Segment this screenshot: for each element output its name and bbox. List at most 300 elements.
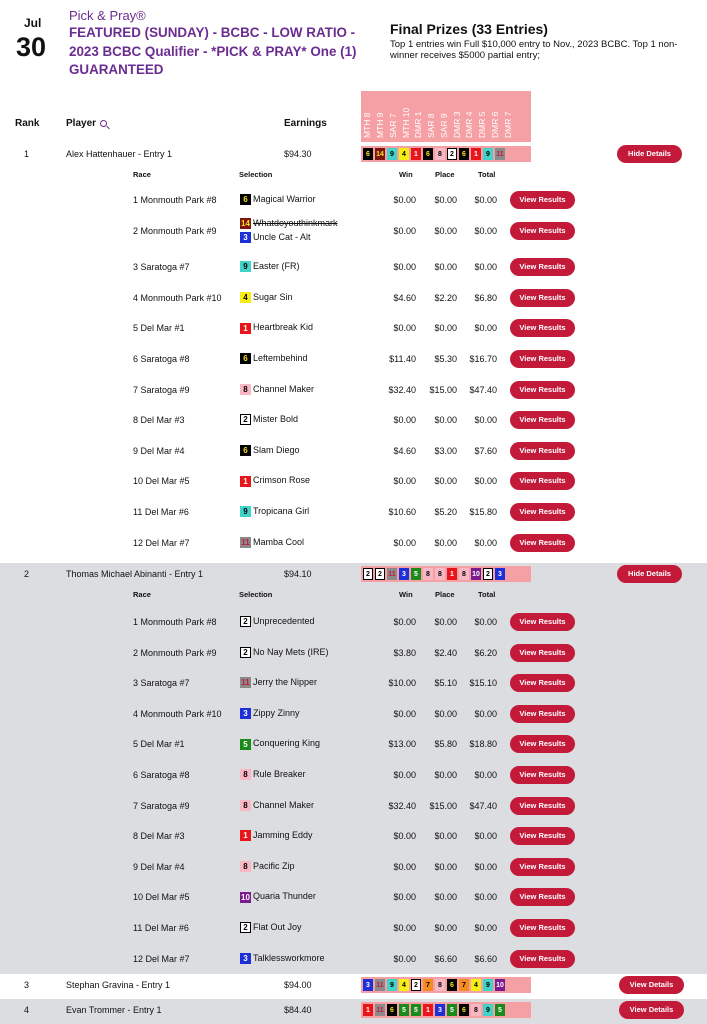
detail-place: $6.60 — [434, 953, 457, 964]
detail-total: $0.00 — [474, 892, 497, 903]
detail-selection — [240, 769, 306, 780]
detail-race: 8 Del Mar #3 — [133, 831, 185, 842]
detail-selection — [240, 384, 314, 395]
detail-place: $0.00 — [434, 861, 457, 872]
horse-name: No Nay Mets (IRE) — [253, 646, 329, 657]
saddle-cloth-number: 8 — [471, 1004, 481, 1016]
detail-selection — [240, 953, 325, 964]
detail-win: $0.00 — [393, 415, 416, 426]
detail-total: $0.00 — [474, 831, 497, 842]
view-results-button[interactable]: View Results — [510, 919, 575, 937]
detail-row — [0, 920, 707, 938]
detail-selection — [240, 800, 314, 811]
race-column-label: SAR 9 — [438, 113, 449, 138]
race-column-header — [501, 91, 514, 142]
entry-rank: 1 — [24, 149, 30, 159]
saddle-cloth-number: 9 — [483, 979, 493, 991]
horse-name: Conquering King — [253, 738, 321, 749]
detail-race: 9 Del Mar #4 — [133, 861, 185, 872]
view-results-button[interactable]: View Results — [510, 222, 575, 240]
horse-name: Mamba Cool — [253, 536, 305, 547]
saddle-cloth-number: 6 — [459, 148, 469, 160]
horse-name: Jamming Eddy — [253, 830, 313, 841]
saddle-cloth-number: 8 — [423, 568, 433, 580]
saddle-cloth-number: 14 — [241, 218, 250, 228]
horse-name: Uncle Cat - Alt — [253, 231, 311, 242]
detail-row — [0, 736, 707, 754]
race-column-label: DMR 1 — [413, 111, 424, 138]
date-day: 30 — [16, 32, 47, 62]
saddle-cloth-number: 14 — [375, 148, 385, 160]
detail-total: $0.00 — [474, 323, 497, 334]
saddle-cloth-number: 4 — [471, 979, 481, 991]
saddle-cloth-number: 5 — [411, 568, 421, 580]
detail-row — [0, 645, 707, 663]
saddle-cloth-number: 3 — [240, 232, 251, 243]
saddle-cloth-number: 1 — [240, 476, 251, 487]
view-results-button[interactable]: View Results — [510, 503, 575, 521]
detail-win: $0.00 — [393, 617, 416, 627]
detail-win: $0.00 — [393, 923, 416, 933]
saddle-cloth-number: 11 — [375, 1004, 385, 1016]
race-column-header — [412, 91, 425, 142]
view-details-button[interactable]: View Details — [619, 1001, 684, 1019]
race-column-header — [476, 91, 489, 142]
detail-selection — [240, 891, 316, 902]
race-column-label: MTH 10 — [400, 107, 411, 138]
detail-row — [0, 412, 707, 430]
saddle-cloth-number: 6 — [240, 445, 251, 456]
detail-row — [0, 290, 707, 308]
detail-win: $11.40 — [389, 354, 416, 364]
detail-win: $4.60 — [393, 445, 416, 456]
detail-row — [0, 192, 707, 210]
detail-total: $47.40 — [469, 800, 497, 811]
detail-race: 2 Monmouth Park #9 — [133, 647, 217, 658]
detail-selection — [240, 475, 310, 486]
race-column-header — [361, 91, 374, 142]
saddle-cloth-number: 11 — [495, 148, 505, 160]
saddle-cloth-number: 10 — [471, 568, 481, 580]
detail-place: $2.20 — [434, 292, 457, 303]
date-month: Jul — [24, 16, 42, 30]
detail-row — [0, 223, 707, 241]
detail-row — [0, 443, 707, 461]
detail-race: 5 Del Mar #1 — [133, 323, 185, 334]
detail-total: $0.00 — [474, 708, 497, 719]
saddle-cloth-number: 5 — [399, 1004, 409, 1016]
entry-rank: 2 — [24, 569, 30, 579]
contest-title: FEATURED (SUNDAY) - BCBC - LOW RATIO - 2023 BCBC Qualifier - *PICK & PRAY* One (1) GUARANTEED — [69, 25, 357, 77]
saddle-cloth-number: 4 — [399, 979, 409, 991]
entry-picks-strip — [361, 566, 531, 582]
saddle-cloth-number: 6 — [387, 1004, 397, 1016]
detail-place: $5.30 — [434, 354, 457, 364]
saddle-cloth-number: 6 — [459, 1004, 469, 1016]
detail-row — [0, 767, 707, 785]
saddle-cloth-number: 4 — [399, 148, 409, 160]
detail-place: $5.80 — [434, 739, 457, 750]
detail-place: $0.00 — [434, 195, 457, 205]
race-subheader: Race — [133, 590, 151, 599]
saddle-cloth-number: 1 — [411, 148, 421, 160]
view-results-button[interactable]: View Results — [510, 411, 575, 429]
earnings-header: Earnings — [284, 118, 327, 129]
detail-race: 11 Del Mar #6 — [133, 923, 189, 933]
saddle-cloth-number: 4 — [240, 292, 251, 303]
detail-row — [0, 828, 707, 846]
detail-race: 4 Monmouth Park #10 — [133, 708, 222, 719]
view-results-button[interactable]: View Results — [510, 888, 575, 906]
detail-race: 2 Monmouth Park #9 — [133, 225, 217, 236]
detail-total: $6.80 — [474, 292, 497, 303]
detail-win: $0.00 — [393, 262, 416, 273]
race-column-header — [399, 91, 412, 142]
detail-race: 3 Saratoga #7 — [133, 262, 190, 273]
entry-player-name[interactable]: Stephan Gravina - Entry 1 — [66, 980, 171, 990]
horse-name: Channel Maker — [253, 799, 315, 810]
race-column-label: MTH 8 — [362, 112, 373, 138]
saddle-cloth-number: 1 — [471, 148, 481, 160]
detail-place: $3.00 — [434, 445, 457, 456]
total-subheader: Total — [478, 590, 496, 599]
search-icon[interactable] — [100, 120, 107, 127]
saddle-cloth-number: 9 — [387, 148, 397, 160]
race-column-label: DMR 6 — [489, 111, 500, 138]
view-results-button[interactable]: View Results — [510, 674, 575, 692]
hide-details-button[interactable]: Hide Details — [617, 565, 682, 583]
view-results-button[interactable]: View Results — [510, 289, 575, 307]
view-results-button[interactable]: View Results — [510, 319, 575, 337]
detail-selection — [240, 506, 309, 517]
detail-row — [0, 473, 707, 491]
view-results-button[interactable]: View Results — [510, 472, 575, 490]
saddle-cloth-number: 1 — [363, 1004, 373, 1016]
detail-selection — [240, 616, 315, 627]
saddle-cloth-number: 6 — [447, 979, 457, 991]
horse-name: Flat Out Joy — [253, 922, 302, 932]
detail-selection — [240, 322, 313, 333]
horse-name: Tropicana Girl — [253, 506, 310, 516]
saddle-cloth-number: 10 — [495, 979, 505, 991]
race-column-label: DMR 7 — [502, 111, 513, 138]
entry-earnings: $94.30 — [284, 149, 312, 159]
horse-name: Jerry the Nipper — [253, 677, 318, 688]
horse-name: Easter (FR) — [253, 261, 300, 272]
detail-win: $0.00 — [393, 770, 416, 780]
detail-total: $7.60 — [474, 445, 497, 456]
hide-details-button[interactable]: Hide Details — [617, 145, 682, 163]
saddle-cloth-number: 8 — [435, 568, 445, 580]
detail-race: 10 Del Mar #5 — [133, 476, 190, 487]
detail-win: $0.00 — [393, 861, 416, 872]
detail-total: $16.70 — [469, 354, 497, 364]
saddle-cloth-number: 1 — [423, 1004, 433, 1016]
entry-picks-strip — [361, 146, 531, 162]
entry-earnings: $84.40 — [284, 1005, 312, 1015]
detail-race: 5 Del Mar #1 — [133, 739, 185, 750]
horse-name: Mister Bold — [253, 414, 299, 425]
saddle-cloth-number: 2 — [411, 979, 421, 991]
saddle-cloth-number: 3 — [435, 1004, 445, 1016]
detail-total: $0.00 — [474, 415, 497, 426]
view-results-button[interactable]: View Results — [510, 766, 575, 784]
detail-total: $0.00 — [474, 861, 497, 872]
detail-row — [0, 889, 707, 907]
player-header-label: Player — [66, 118, 97, 129]
detail-row — [0, 859, 707, 877]
saddle-cloth-number: 8 — [240, 384, 251, 395]
detail-total: $0.00 — [474, 770, 497, 780]
saddle-cloth-number: 3 — [240, 708, 251, 719]
horse-name: Zippy Zinny — [253, 707, 300, 718]
saddle-cloth-number: 1 — [447, 568, 457, 580]
detail-place: $0.00 — [434, 262, 457, 273]
detail-place: $0.00 — [434, 923, 457, 933]
entry-player-name[interactable]: Evan Trommer - Entry 1 — [66, 1005, 162, 1015]
detail-race: 7 Saratoga #9 — [133, 800, 190, 811]
view-results-button[interactable]: View Results — [510, 258, 575, 276]
view-results-button[interactable]: View Results — [510, 350, 575, 368]
detail-selection — [240, 292, 293, 303]
detail-win: $3.80 — [393, 647, 416, 658]
saddle-cloth-number: 10 — [241, 892, 250, 902]
detail-selection — [240, 537, 304, 548]
detail-selection — [240, 414, 298, 425]
horse-name: Channel Maker — [253, 383, 315, 394]
prizes-title: Final Prizes (33 Entries) — [390, 21, 548, 37]
detail-race: 6 Saratoga #8 — [133, 354, 190, 364]
detail-selection — [240, 194, 316, 205]
race-column-header — [374, 91, 387, 142]
horse-name: Unprecedented — [253, 616, 315, 626]
view-results-button[interactable]: View Results — [510, 613, 575, 631]
saddle-cloth-number: 3 — [399, 568, 409, 580]
detail-place: $2.40 — [434, 647, 457, 658]
detail-selection — [240, 708, 300, 719]
saddle-cloth-number: 8 — [240, 769, 251, 780]
saddle-cloth-number: 3 — [363, 979, 373, 991]
view-results-button[interactable]: View Results — [510, 705, 575, 723]
horse-name: Leftembehind — [253, 353, 308, 363]
detail-total: $0.00 — [474, 262, 497, 273]
detail-win: $0.00 — [393, 195, 416, 205]
view-results-button[interactable]: View Results — [510, 735, 575, 753]
saddle-cloth-number: 8 — [435, 148, 445, 160]
view-details-button[interactable]: View Details — [619, 976, 684, 994]
detail-total: $6.20 — [474, 647, 497, 658]
saddle-cloth-number: 3 — [240, 953, 251, 964]
race-subheader: Race — [133, 170, 151, 179]
view-results-button[interactable]: View Results — [510, 191, 575, 209]
saddle-cloth-number: 6 — [363, 148, 373, 160]
detail-total: $0.00 — [474, 225, 497, 236]
saddle-cloth-number: 8 — [240, 800, 251, 811]
horse-name: Crimson Rose — [253, 475, 311, 486]
saddle-cloth-number: 6 — [240, 194, 251, 205]
race-column-header — [463, 91, 476, 142]
detail-total: $18.80 — [469, 739, 497, 750]
horse-name: Talklessworkmore — [253, 952, 325, 963]
view-results-button[interactable]: View Results — [510, 381, 575, 399]
race-column-label: DMR 3 — [451, 111, 462, 138]
detail-row — [0, 614, 707, 632]
race-column-header — [450, 91, 463, 142]
detail-race: 6 Saratoga #8 — [133, 770, 190, 780]
horse-name: Sugar Sin — [253, 291, 293, 302]
race-column-headers — [361, 91, 531, 142]
view-results-button[interactable]: View Results — [510, 534, 575, 552]
detail-win: $32.40 — [388, 384, 416, 395]
saddle-cloth-number: 9 — [240, 506, 251, 517]
detail-win: $0.00 — [393, 892, 416, 903]
horse-name: Whatdoyouthinkmark — [253, 217, 338, 228]
detail-race: 11 Del Mar #6 — [133, 507, 189, 517]
race-column-header — [425, 91, 438, 142]
detail-race: 4 Monmouth Park #10 — [133, 292, 222, 303]
detail-race: 1 Monmouth Park #8 — [133, 195, 217, 205]
detail-race: 3 Saratoga #7 — [133, 678, 190, 689]
saddle-cloth-number: 2 — [240, 616, 251, 627]
selection-subheader: Selection — [239, 170, 273, 179]
saddle-cloth-number: 11 — [241, 678, 250, 688]
detail-row — [0, 351, 707, 369]
detail-win: $0.00 — [393, 708, 416, 719]
saddle-cloth-number: 8 — [459, 568, 469, 580]
detail-place: $5.10 — [434, 678, 457, 689]
detail-win: $32.40 — [388, 800, 416, 811]
horse-name: Heartbreak Kid — [253, 322, 314, 333]
detail-race: 12 Del Mar #7 — [133, 953, 190, 964]
race-column-header — [387, 91, 400, 142]
detail-place: $15.00 — [429, 800, 457, 811]
saddle-cloth-number: 9 — [240, 261, 251, 272]
saddle-cloth-number: 9 — [483, 148, 493, 160]
saddle-cloth-number: 5 — [447, 1004, 457, 1016]
saddle-cloth-number: 1 — [240, 830, 251, 841]
detail-total: $15.10 — [469, 678, 497, 689]
entry-picks-strip — [361, 977, 531, 993]
view-results-button[interactable]: View Results — [510, 644, 575, 662]
detail-total: $6.60 — [474, 953, 497, 964]
saddle-cloth-number: 7 — [423, 979, 433, 991]
saddle-cloth-number: 2 — [240, 647, 251, 658]
race-column-label: SAR 7 — [387, 113, 398, 138]
detail-total: $0.00 — [474, 476, 497, 487]
detail-selection — [240, 232, 311, 243]
detail-race: 12 Del Mar #7 — [133, 537, 190, 548]
detail-win: $0.00 — [393, 323, 416, 334]
saddle-cloth-number: 9 — [483, 1004, 493, 1016]
view-results-button[interactable]: View Results — [510, 797, 575, 815]
detail-selection — [240, 830, 313, 841]
entry-earnings: $94.10 — [284, 569, 312, 579]
entry-earnings: $94.00 — [284, 980, 312, 990]
prizes-description: Top 1 entries win Full $10,000 entry to Nov., 2023 BCBC. Top 1 non-winner receives $5000 partial entry; — [390, 39, 678, 61]
detail-place: $0.00 — [434, 415, 457, 426]
detail-race: 1 Monmouth Park #8 — [133, 617, 217, 627]
detail-row — [0, 320, 707, 338]
detail-selection — [240, 677, 317, 688]
detail-row — [0, 951, 707, 969]
detail-total: $0.00 — [474, 195, 497, 205]
race-column-label: SAR 8 — [426, 113, 437, 138]
detail-place: $0.00 — [434, 617, 457, 627]
entry-rank: 3 — [24, 980, 30, 990]
place-subheader: Place — [435, 170, 455, 179]
entry-player-name[interactable]: Thomas Michael Abinanti - Entry 1 — [66, 569, 204, 579]
detail-win: $0.00 — [393, 476, 416, 487]
saddle-cloth-number: 9 — [387, 979, 397, 991]
saddle-cloth-number: 3 — [495, 568, 505, 580]
entry-picks-strip — [361, 1002, 531, 1018]
detail-selection — [240, 445, 300, 456]
saddle-cloth-number: 6 — [423, 148, 433, 160]
saddle-cloth-number: 8 — [435, 979, 445, 991]
detail-selection — [240, 647, 329, 658]
detail-selection — [240, 738, 320, 749]
horse-name: Slam Diego — [253, 444, 300, 455]
detail-row — [0, 798, 707, 816]
view-results-button[interactable]: View Results — [510, 827, 575, 845]
saddle-cloth-number: 1 — [240, 323, 251, 334]
detail-row — [0, 706, 707, 724]
detail-place: $0.00 — [434, 770, 457, 780]
detail-win: $0.00 — [393, 831, 416, 842]
detail-total: $47.40 — [469, 384, 497, 395]
saddle-cloth-number: 2 — [240, 414, 251, 425]
detail-place: $0.00 — [434, 892, 457, 903]
detail-total: $0.00 — [474, 923, 497, 933]
detail-total: $15.80 — [469, 507, 497, 517]
place-subheader: Place — [435, 590, 455, 599]
saddle-cloth-number: 6 — [240, 353, 251, 364]
horse-name: Rule Breaker — [253, 769, 306, 779]
detail-win: $10.60 — [388, 507, 416, 517]
horse-name: Pacific Zip — [253, 860, 295, 871]
detail-place: $0.00 — [434, 323, 457, 334]
saddle-cloth-number: 11 — [387, 568, 397, 580]
race-column-label: DMR 4 — [464, 111, 475, 138]
detail-place: $0.00 — [434, 537, 457, 548]
detail-row — [0, 504, 707, 522]
view-results-button[interactable]: View Results — [510, 858, 575, 876]
detail-race: 8 Del Mar #3 — [133, 415, 185, 426]
detail-win: $0.00 — [393, 953, 416, 964]
detail-row — [0, 259, 707, 277]
saddle-cloth-number: 2 — [363, 568, 373, 580]
detail-row — [0, 382, 707, 400]
saddle-cloth-number: 11 — [241, 537, 250, 547]
detail-place: $0.00 — [434, 831, 457, 842]
saddle-cloth-number: 2 — [447, 148, 457, 160]
saddle-cloth-number: 2 — [240, 922, 251, 933]
detail-selection — [240, 861, 295, 872]
saddle-cloth-number: 8 — [240, 861, 251, 872]
contest-brand: Pick & Pray® — [69, 8, 146, 23]
detail-row — [0, 535, 707, 553]
view-results-button[interactable]: View Results — [510, 950, 575, 968]
detail-row — [0, 675, 707, 693]
detail-selection — [240, 922, 302, 933]
entry-player-name[interactable]: Alex Hattenhauer - Entry 1 — [66, 149, 173, 159]
player-header[interactable] — [66, 118, 107, 129]
entry-rank: 4 — [24, 1005, 30, 1015]
saddle-cloth-number: 2 — [375, 568, 385, 580]
view-results-button[interactable]: View Results — [510, 442, 575, 460]
detail-total: $0.00 — [474, 617, 497, 627]
saddle-cloth-number: 5 — [411, 1004, 421, 1016]
